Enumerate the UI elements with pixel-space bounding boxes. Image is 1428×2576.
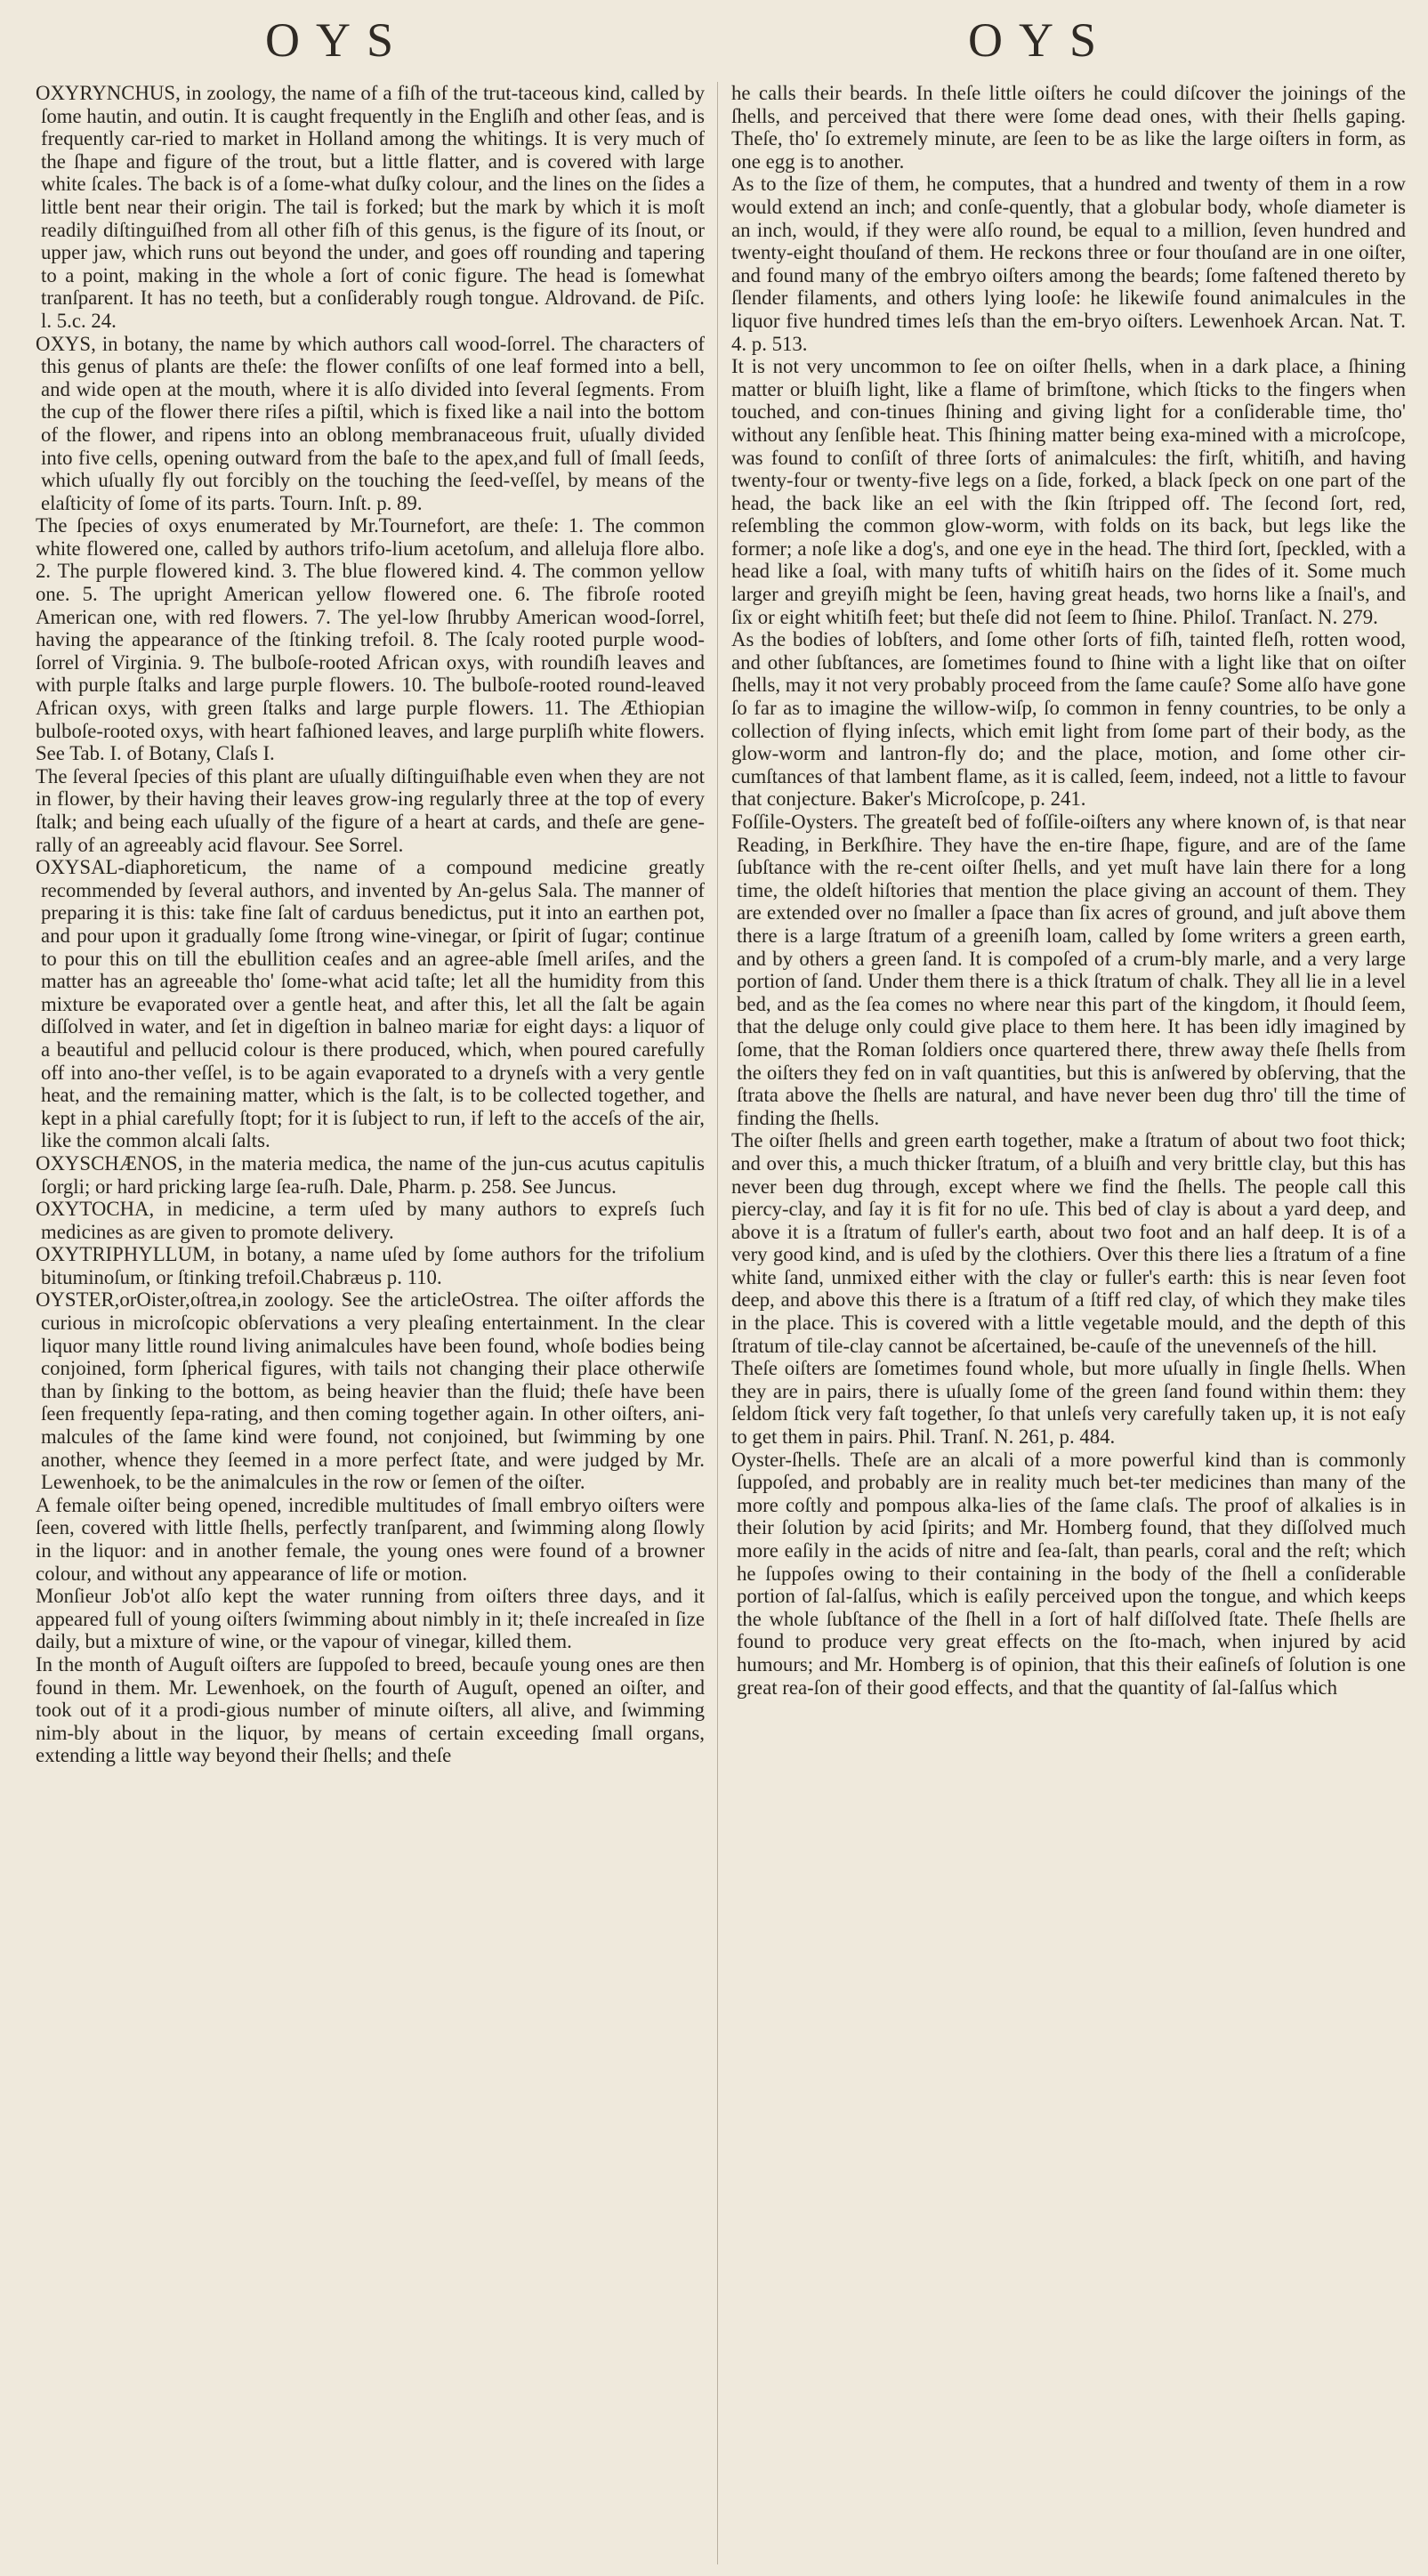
entry-oxyschaenos: OXYSCHÆNOS, in the materia medica, the name of the jun-cus acutus capitulis ſorgli; or hard pricking large ſea-ruſh. Dale, Pharm. p. 258. See Juncus. [36,1151,705,1198]
paragraph-lobsters: As the bodies of lobſters, and ſome other ſorts of fiſh, tainted fleſh, rotten wood, and other ſubſtances, are ſometimes found to ſhine with a light like that on oiſter ſhells, may it not very probably proceed from the ſame cauſe? Some alſo have gone ſo far as to imagine the willow-wiſp, ſo common in fenny countries, to be only a collection of flying inſects, which emit light from ſome part of their body, as the glow-worm and lantron-fly do; and the place, motion, and ſome other cir-cumſtances of that lambent flame, as it is called, ſeem, indeed, not a little to favour that conjecture. Baker's Microſcope, p. 241. [731,628,1406,811]
paragraph-size: As to the ſize of them, he computes, that a hundred and twenty of them in a row would extend an inch; and conſe-quently, that a globular body, whoſe diameter is an inch, would, if they were alſo round, be equal to a million, ſeven hundred and twenty-eight thouſand of them. He reckons three or four thouſand are in one oiſter, and found many of the embryo oiſters among the beards; ſome faſtened thereto by ſlender filaments, and others lying looſe: he likewiſe found animalcules in the liquor five hundred times leſs than the em-bryo oiſters. Lewenhoek Arcan. Nat. T. 4. p. 513. [731,173,1406,355]
running-head-left: OYS [265,13,410,67]
running-head-right: OYS [968,13,1113,67]
paragraph-green-earth: The oiſter ſhells and green earth together, make a ſtratum of about two foot thick; and over this, a much thicker ſtratum, of a bluiſh and very brittle clay, but this has never been dug through, except where we find the ſhells. The people call this piercy-clay, and ſay it is fit for no uſe. This bed of clay is about a yard deep, and above it is a ſtratum of fuller's earth, about two foot and an half deep. It is of a very good kind, and is uſed by the clothiers. Over this there lies a ſtratum of a fine white ſand, unmixed either with the clay or fuller's earth: this is near ſeven foot deep, and above this there is a ſtratum of a ſtiff red clay, of which they make tiles in the place. This is covered with a little vegetable mould, and the depth of this ſtratum of tile-clay cannot be aſcertained, be-cauſe of the unevenneſs of the hill. [731,1129,1406,1357]
entry-oyster: OYSTER,orOister,oſtrea,in zoology. See the articleOstrea. The oiſter affords the curious in microſcopic obſervations a very pleaſing entertainment. In the clear liquor many little round living animalcules have been found, whoſe bodies being conjoined, form ſpherical figures, with tails not changing their place otherwiſe than by ſinking to the bottom, as being heavier than the fluid; theſe have been ſeen frequently ſepa-rating, and then coming together again. In other oiſters, ani-malcules of the ſame kind were found, not conjoined, but ſwimming by one another, whence they ſeemed in a more perfect ſtate, and were judged by Mr. Lewenhoek, to be the animalcules in the row or ſemen of the oiſter. [36,1288,705,1494]
paragraph-female-oyster: A female oiſter being opened, incredible multitudes of ſmall embryo oiſters were ſeen, covered with little ſhells, perfectly tranſparent, and ſwimming along ſlowly in the liquor: and in another female, the young ones were found of a browner colour, and without any appearance of life or motion. [36,1493,705,1585]
column-divider [717,82,718,2564]
entry-fossile-oysters: Foſſile-Oysters. The greateſt bed of foſſile-oiſters any where known of, is that near Reading, in Berkſhire. They have the en-tire ſhape, figure, and are of the ſame ſubſtance with the re-cent oiſter ſhells, and yet muſt have lain there for a long time, the oldeſt hiſtories that mention the place giving an account of them. They are extended over no ſmaller a ſpace than ſix acres of ground, and juſt above them there is a large ſtratum of a greeniſh loam, called by ſome writers a green earth, and by others a green ſand. It is compoſed of a crum-bly marle, and a very large portion of ſand. Under them there is a thick ſtratum of chalk. They all lie in a level bed, and as the ſea comes no where near this part of the kingdom, it ſhould ſeem, that the deluge only could give place to them here. It has been idly imagined by ſome, that the Roman ſoldiers once quartered there, threw away theſe ſhells from the oiſters they fed on in vaſt quantities, but this is anſwered by obſerving, that the ſtrata above the ſhells are natural, and have never been dug thro' till the time of finding the ſhells. [731,811,1406,1129]
entry-oxysal: OXYSAL-diaphoreticum, the name of a compound medicine greatly recommended by ſeveral authors, and invented by An-gelus Sala. The manner of preparing it is this: take fine ſalt of carduus benedictus, put it into an earthen pot, and pour upon it gradually ſome ſtrong wine-vinegar, or ſpirit of ſugar; continue to pour this on till the ebullition ceaſes and an agree-able ſmell ariſes, and the matter has an agreeable tho' ſome-what acid taſte; let all the humidity from this mixture be evaporated over a gentle heat, and after this, let all the ſalt be again diſſolved in water, and ſet in digeſtion in balneo mariæ for eight days: a liquor of a beautiful and pellucid colour is there produced, which, when poured carefully off into ano-ther veſſel, is to be again evaporated to a dryneſs with a very gentle heat, and the remaining matter, which is the ſalt, is to be collected together, and kept in a phial carefully ſtopt; for it is ſubject to run, if left to the acceſs of the air, like the common alcali ſalts. [36,856,705,1152]
paragraph-august-breeding: In the month of Auguſt oiſters are ſuppoſed to breed, becauſe young ones are then found in them. Mr. Lewenhoek, on the fourth of Auguſt, opened an oiſter, and took out of it a prodi-gious number of minute oiſters, all alive, and ſwimming nim-bly about in the liquor, by means of certain exceeding ſmall organs, extending a little way beyond their ſhells; and theſe [36,1652,705,1767]
entry-oxytriphyllum: OXYTRIPHYLLUM, in botany, a name uſed by ſome authors for the trifolium bituminoſum, or ſtinking trefoil.Chabræus p. 110. [36,1243,705,1288]
paragraph-shining-matter: It is not very uncommon to ſee on oiſter ſhells, when in a dark place, a ſhining matter or bluiſh light, like a flame of brimſtone, which ſticks to the fingers when touched, and con-tinues ſhining and giving light for a conſiderable time, tho' without any ſenſible heat. This ſhining matter being exa-mined with a microſcope, was found to conſiſt of three ſorts of animalcules: the firſt, whitiſh, and having twenty-four or twenty-five legs on a ſide, forked, a black ſpeck on one part of the head, the back like an eel with the ſkin ſtripped off. The ſecond ſort, red, reſembling the common glow-worm, with folds on its back, but legs like the former; a noſe like a dog's, and one eye in the head. The third ſort, ſpeckled, with a head like a ſoal, with many tufts of whitiſh hairs on the ſides of it. Some much larger and greyiſh might be ſeen, having great heads, two horns like a ſnail's, and ſix or eight whitiſh feet; but theſe did not ſeem to ſhine. Philoſ. Tranſact. N. 279. [731,355,1406,628]
paragraph-oxys-distinguish: The ſeveral ſpecies of this plant are uſually diſtinguiſhable even when they are not in flower, by their having their leaves grow-ing regularly three at the top of every ſtalk; and being each uſually of the figure of a heart at cards, and theſe are gene-rally of an agreeably acid flavour. See Sorrel. [36,764,705,856]
entry-oxys: OXYS, in botany, the name by which authors call wood-ſorrel. The characters of this genus of plants are theſe: the flower conſiſts of one leaf formed into a bell, and wide open at the mouth, where it is alſo divided into ſeveral ſegments. From the cup of the flower there riſes a piſtil, which is fixed like a nail into the bottom of the flower, and ripens into an oblong membranaceous fruit, uſually divided into five cells, opening outward from the baſe to the apex,and full of ſmall ſeeds, which uſually fly out forcibly on the touching the ſeed-veſſel, by means of the elaſticity of ſome of its parts. Tourn. Inſt. p. 89. [36,332,705,514]
paragraph-joblot: Monſieur Job'ot alſo kept the water running from oiſters three days, and it appeared full of young oiſters ſwimming about nimbly in it; theſe increaſed in ſize daily, but a mixture of wine, or the vapour of vinegar, killed them. [36,1585,705,1653]
right-column [731,82,1406,2569]
paragraph-whole-shells: Theſe oiſters are ſometimes found whole, but more uſually in ſingle ſhells. When they are in pairs, there is uſually ſome of the green ſand found within them: they ſeldom ſtick very faſt together, ſo that unleſs very carefully taken up, it is not eaſy to get them in pairs. Phil. Tranſ. N. 261, p. 484. [731,1357,1406,1449]
left-column [36,82,705,2569]
paragraph-oxys-species: The ſpecies of oxys enumerated by Mr.Tournefort, are theſe: 1. The common white flowered one, called by authors trifo-lium acetoſum, and alleluja flore albo. 2. The purple flowered kind. 3. The blue flowered kind. 4. The common yellow one. 5. The upright American yellow flowered one. 6. The fibroſe rooted American one, with red flowers. 7. The yel-low ſhrubby American wood-ſorrel, having the appearance of the ſtinking trefoil. 8. The ſcaly rooted purple wood-ſorrel of Virginia. 9. The bulboſe-rooted African oxys, with roundiſh leaves and with purple ſtalks and large purple flowers. 10. The bulboſe-rooted round-leaved African oxys, with green ſtalks and large purple flowers. 11. The Æthiopian bulboſe-rooted oxys, with heart faſhioned leaves, and large purpliſh white flowers. See Tab. I. of Botany, Claſs I. [36,514,705,765]
entry-oxytocha: OXYTOCHA, in medicine, a term uſed by many authors to expreſs ſuch medicines as are given to promote delivery. [36,1198,705,1243]
paragraph-beards: he calls their beards. In theſe little oiſters he could diſcover the joinings of the ſhells, and perceived that there were ſome dead ones, with their ſhells gaping. Theſe, tho' ſo extremely minute, are ſeen to be as like the large oiſters in form, as one egg is to another. [731,82,1406,173]
entry-oyster-shells: Oyster-ſhells. Theſe are an alcali of a more powerful kind than is commonly ſuppoſed, and probably are in reality much bet-ter medicines than many of the more coſtly and pompous alka-lies of the ſame claſs. The proof of alkalies is in their ſolution by acid ſpirits; and Mr. Homberg found, that they diſſolved much more eaſily in the acids of nitre and ſea-ſalt, than pearls, coral and the reſt; which he ſuppoſes owing to their containing in the body of the ſhell a conſiderable portion of ſal-ſalſus, which is eaſily perceived upon the tongue, and which keeps the whole ſubſtance of the ſhell in a ſort of half diſſolved ſtate. Theſe ſhells are found to produce very great effects on the ſto-mach, when injured by acid humours; and Mr. Homberg is of opinion, that this their eaſineſs of ſolution is one great rea-ſon of their good effects, and that the quantity of ſal-ſalſus which [731,1448,1406,1699]
entry-oxyrynchus: OXYRYNCHUS, in zoology, the name of a fiſh of the trut-taceous kind, called by ſome hautin, and outin. It is caught frequently in the Engliſh and other ſeas, and is frequently car-ried to market in Holland among the whitings. It is very much of the ſhape and figure of the trout, but a little flatter, and is covered with large white ſcales. The back is of a ſome-what duſky colour, and the lines on the ſides a little bent near their origin. The tail is forked; but the mark by which it is moſt readily diſtinguiſhed from all other fiſh of this genus, is the figure of its ſnout, or upper jaw, which runs out beyond the under, and goes off rounding and tapering to a point, making in the whole a ſort of conic figure. The head is ſomewhat tranſparent. It has no teeth, but a conſiderably rough tongue. Aldrovand. de Piſc. l. 5.c. 24. [36,82,705,332]
page-header [0,12,1428,75]
